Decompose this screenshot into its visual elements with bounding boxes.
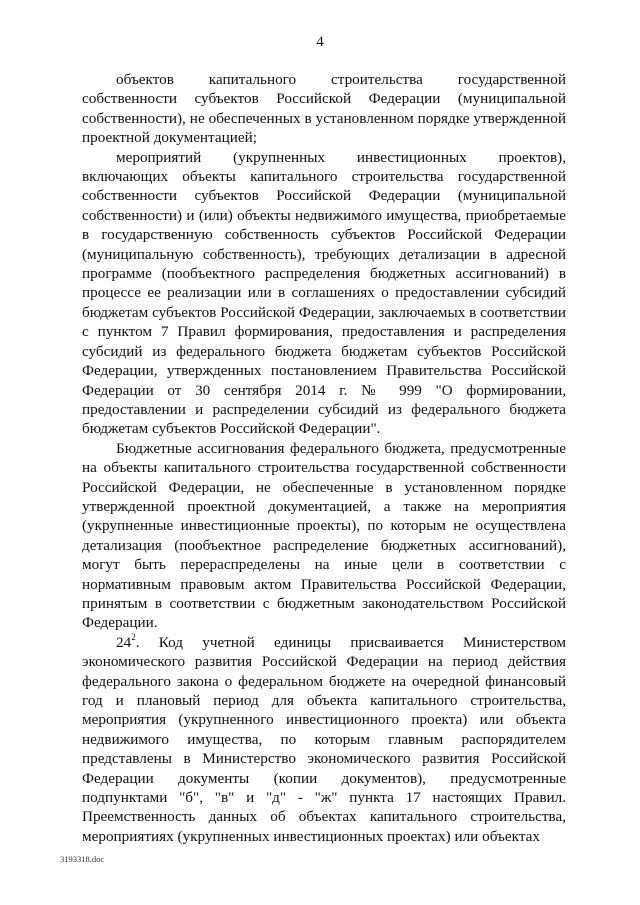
clause-superscript: 2 [131, 631, 136, 642]
footer-filename: 3193318.doc [60, 854, 105, 864]
paragraph: мероприятий (укрупненных инвестиционных проектов), включающих объекты капитального строительства государственной собственности субъектов Российской Федерации (муниципальной собственности) и (или) объекты недвижимого имущества, приобретаемые в государственную собственность субъектов Российской Федерации (муниципальную собственность), требующих детализации в адресной программе (пообъектного распределения бюджетных ассигнований) в процессе ее реализации или в соглашениях о предоставлении субсидий бюджетам субъектов Российской Федерации, заключаемых в соответствии с пунктом 7 Правил формирования, предоставления и распределения субсидий из федерального бюджета бюджетам субъектов Российской Федерации, утвержденных постановлением Правительства Российской Федерации от 30 сентября 2014 г. № 999 "О формировании, предоставлении и распределении субсидий из федерального бюджета бюджетам субъектов Российской Федерации". [82, 148, 566, 438]
clause-number: 24 [116, 633, 132, 651]
clause-paragraph [82, 633, 566, 846]
document-body [82, 70, 566, 846]
page-number: 4 [316, 34, 324, 50]
paragraph: объектов капитального строительства государственной собственности субъектов Российской Федерации (муниципальной собственности), не обеспеченных в установленном порядке утвержденной проектной документацией; [82, 71, 566, 147]
paragraph: Бюджетные ассигнования федерального бюджета, предусмотренные на объекты капитального строительства государственной собственности Российской Федерации, не обеспеченные в установленном порядке утвержденной проектной документацией, а также на мероприятия (укрупненные инвестиционные проекты), по которым не осуществлена детализация (пообъектное распределение бюджетных ассигнований), могут быть перераспределены на иные цели в соответствии с нормативным правовым актом Правительства Российской Федерации, принятым в соответствии с бюджетным законодательством Российской Федерации. [82, 439, 566, 632]
clause-text: . Код учетной единицы присваивается Министерством экономического развития Российской Федерации на период действия федерального закона о федеральном бюджете на очередной финансовый год и плановый период для объекта капитального строительства, мероприятия (укрупненного инвестиционного проекта) или объекта недвижимого имущества, по которым главным распорядителем представлены в Министерство экономического развития Российской Федерации документы (копии документов), предусмотренные подпунктами "б", "в" и "д" - "ж" пункта 17 настоящих Правил. Преемственность данных об объектах капитального строительства, мероприятиях (укрупненных инвестиционных проектах) или объектах [82, 633, 566, 845]
